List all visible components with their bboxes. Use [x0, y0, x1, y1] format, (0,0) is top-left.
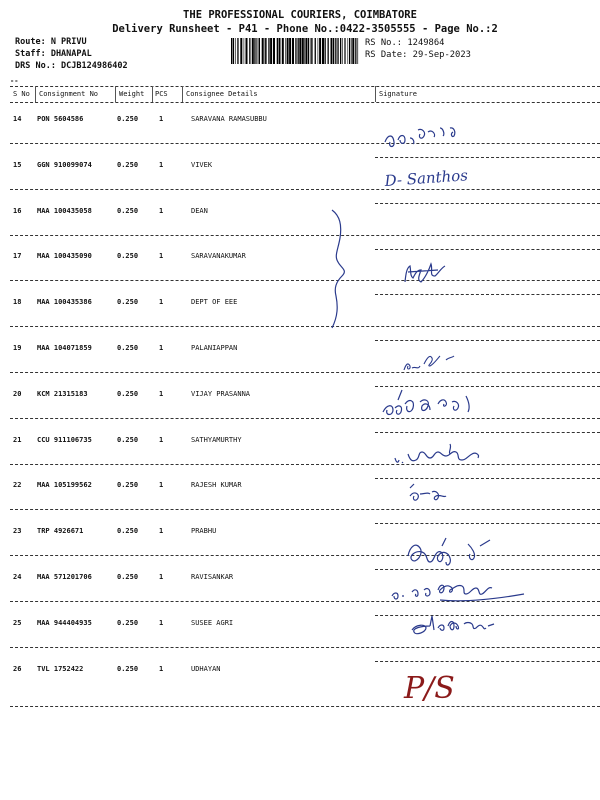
barcode-bar: [249, 38, 250, 64]
row-consignee: VIJAY PRASANNA: [191, 389, 251, 398]
barcode-bar: [254, 38, 255, 64]
barcode-bar: [349, 38, 350, 64]
row-weight: 0.250: [117, 115, 139, 123]
row-weight: 0.250: [117, 252, 139, 261]
col-divider: [375, 86, 376, 102]
row-pcs: 1: [159, 573, 164, 581]
table-row: [0, 298, 600, 344]
row-separator: [10, 143, 600, 144]
staff-label: Staff: DHANAPAL: [15, 49, 92, 59]
row-consignee: RAJESH KUMAR: [191, 481, 242, 490]
row-weight: 0.250: [117, 664, 139, 673]
barcode-bar: [348, 38, 349, 64]
barcode-bar: [311, 38, 312, 64]
signature-separator: [375, 294, 600, 295]
row-sno: 26: [13, 664, 22, 673]
table-row: [0, 573, 600, 619]
row-separator: [10, 509, 600, 510]
row-sno: 16: [13, 206, 22, 215]
row-pcs: 1: [159, 435, 164, 444]
col-header-consignee: Consignee Details: [186, 90, 258, 98]
col-header-weight: Weight: [119, 90, 145, 98]
barcode-bar: [335, 38, 336, 64]
signature-separator: [375, 615, 600, 616]
row-consignee: PALANIAPPAN: [191, 344, 238, 352]
barcode-bar: [268, 38, 269, 64]
row-pcs: 1: [159, 160, 164, 169]
barcode-bar: [328, 38, 329, 64]
rs-date: RS Date: 29-Sep-2023: [365, 50, 471, 60]
row-weight: 0.250: [117, 206, 139, 215]
row-sno: 14: [13, 115, 22, 123]
signature-separator: [375, 478, 600, 479]
barcode-bar: [319, 38, 321, 64]
barcode-bar: [237, 38, 238, 64]
row-separator: [10, 189, 600, 190]
barcode-bar: [304, 38, 305, 64]
row-pcs: 1: [159, 618, 164, 627]
row-consignee: SATHYAMURTHY: [191, 435, 242, 444]
signature-row-26: P/S: [404, 671, 455, 706]
barcode-bar: [233, 38, 234, 64]
barcode-bar: [277, 38, 278, 64]
barcode-bar: [312, 38, 313, 64]
row-weight: 0.250: [117, 298, 139, 307]
row-consignment-no: MAA 104071859: [37, 344, 92, 352]
col-header-sno: S No: [13, 90, 30, 98]
barcode-bar: [322, 38, 324, 64]
barcode-bar: [259, 38, 260, 64]
signature-separator: [375, 157, 600, 158]
barcode-bar: [240, 38, 242, 64]
row-sno: 17: [13, 252, 22, 261]
barcode-bar: [331, 38, 333, 64]
barcode-bar: [295, 38, 296, 64]
row-consignment-no: MAA 100435058: [37, 206, 92, 215]
company-title: THE PROFESSIONAL COURIERS, COIMBATORE: [183, 9, 417, 21]
barcode-bar: [273, 38, 275, 64]
barcode-bar: [308, 38, 309, 64]
header-marker: --: [10, 77, 19, 85]
col-divider: [115, 86, 116, 102]
barcode-bar: [289, 38, 291, 64]
row-sno: 22: [13, 481, 22, 490]
row-separator: [10, 601, 600, 602]
row-pcs: 1: [159, 115, 164, 123]
barcode-bar: [298, 38, 299, 64]
barcode-bar: [258, 38, 259, 64]
row-consignment-no: CCU 911106735: [37, 435, 92, 444]
table-row: [0, 252, 600, 298]
barcode-bar: [292, 38, 294, 64]
row-consignee: UDHAYAN: [191, 664, 221, 673]
barcode-bar: [342, 38, 343, 64]
row-sno: 20: [13, 389, 22, 398]
barcode-bar: [266, 38, 267, 64]
row-weight: 0.250: [117, 573, 139, 581]
barcode-bar: [287, 38, 289, 64]
table-row: [0, 161, 600, 207]
barcode-image: [231, 38, 359, 64]
row-pcs: 1: [159, 664, 164, 673]
table-row: [0, 665, 600, 711]
row-consignee: SARAVANAKUMAR: [191, 252, 246, 261]
row-sno: 24: [13, 573, 22, 581]
row-weight: 0.250: [117, 344, 139, 352]
barcode-bar: [357, 38, 358, 64]
row-pcs: 1: [159, 298, 164, 307]
barcode-bar: [305, 38, 307, 64]
row-weight: 0.250: [117, 389, 139, 398]
row-consignee: SARAVANA RAMASUBBU: [191, 115, 267, 123]
row-consignment-no: TVL 1752422: [37, 664, 84, 673]
row-weight: 0.250: [117, 527, 139, 536]
barcode-bar: [244, 38, 245, 64]
barcode-bar: [256, 38, 257, 64]
signature-separator: [375, 340, 600, 341]
row-sno: 19: [13, 344, 22, 352]
header-bottom-rule: [10, 102, 600, 103]
row-weight: 0.250: [117, 481, 139, 490]
row-consignee: DEPT OF EEE: [191, 298, 238, 307]
row-consignment-no: TRP 4926671: [37, 527, 84, 536]
table-row: [0, 390, 600, 436]
row-weight: 0.250: [117, 618, 139, 627]
row-consignment-no: MAA 944404935: [37, 618, 92, 627]
row-separator: [10, 326, 600, 327]
row-separator: [10, 647, 600, 648]
barcode-bar: [325, 38, 326, 64]
row-separator: [10, 464, 600, 465]
row-consignee: SUSEE AGRI: [191, 618, 234, 627]
col-divider: [35, 86, 36, 102]
signature-separator: [375, 249, 600, 250]
row-consignee: PRABHU: [191, 527, 217, 536]
row-sno: 21: [13, 435, 22, 444]
row-consignment-no: MAA 100435090: [37, 252, 92, 261]
table-row: [0, 436, 600, 482]
table-row: [0, 619, 600, 665]
barcode-bar: [299, 38, 301, 64]
barcode-bar: [246, 38, 248, 64]
drs-number: DRS No.: DCJB124986402: [15, 61, 128, 71]
row-weight: 0.250: [117, 160, 139, 169]
table-bottom-rule: [10, 706, 600, 707]
row-separator: [10, 280, 600, 281]
barcode-bar: [262, 38, 264, 64]
barcode-bar: [355, 38, 356, 64]
barcode-bar: [352, 38, 354, 64]
row-consignment-no: PON 5604586: [37, 115, 84, 123]
barcode-bar: [344, 38, 345, 64]
col-header-consignment: Consignment No: [39, 90, 99, 98]
row-consignment-no: MAA 105199562: [37, 481, 92, 490]
row-separator: [10, 418, 600, 419]
signature-separator: [375, 523, 600, 524]
table-row: [0, 481, 600, 527]
signature-separator: [375, 203, 600, 204]
signature-separator: [375, 569, 600, 570]
barcode-bar: [235, 38, 236, 64]
row-consignment-no: MAA 571201706: [37, 573, 92, 581]
header-top-rule: [10, 86, 600, 87]
row-pcs: 1: [159, 344, 164, 352]
barcode-bar: [351, 38, 352, 64]
route-label: Route: N PRIVU: [15, 37, 87, 47]
barcode-bar: [252, 38, 254, 64]
barcode-bar: [265, 38, 266, 64]
rs-number: RS No.: 1249864: [365, 38, 445, 48]
barcode-bar: [340, 38, 341, 64]
table-row: [0, 527, 600, 573]
barcode-bar: [315, 38, 316, 64]
barcode-bar: [279, 38, 281, 64]
signature-separator: [375, 432, 600, 433]
barcode-bar: [270, 38, 272, 64]
barcode-bar: [282, 38, 284, 64]
row-consignment-no: GGN 910099074: [37, 160, 92, 169]
table-row: [0, 207, 600, 253]
barcode-bar: [318, 38, 319, 64]
barcode-bar: [337, 38, 338, 64]
col-header-pcs: PCS: [155, 90, 168, 98]
barcode-bar: [302, 38, 304, 64]
row-pcs: 1: [159, 206, 164, 215]
row-consignee: DEAN: [191, 206, 208, 215]
row-sno: 15: [13, 160, 22, 169]
row-weight: 0.250: [117, 435, 139, 444]
row-pcs: 1: [159, 527, 164, 536]
row-consignment-no: KCM 21315183: [37, 389, 88, 398]
row-consignee: RAVISANKAR: [191, 573, 234, 581]
barcode-bar: [285, 38, 286, 64]
table-row: [0, 344, 600, 390]
barcode-bar: [333, 38, 334, 64]
barcode-bar: [231, 38, 232, 64]
signature-row-15: D- Santhos: [384, 166, 469, 190]
col-divider: [182, 86, 183, 102]
runsheet-subtitle: Delivery Runsheet - P41 - Phone No.:0422-3505555 - Page No.:2: [112, 23, 498, 35]
row-separator: [10, 555, 600, 556]
row-separator: [10, 372, 600, 373]
row-consignment-no: MAA 100435386: [37, 298, 92, 307]
row-separator: [10, 235, 600, 236]
table-row: [0, 115, 600, 161]
row-consignee: VIVEK: [191, 160, 213, 169]
row-sno: 23: [13, 527, 22, 536]
col-divider: [152, 86, 153, 102]
row-pcs: 1: [159, 481, 164, 490]
row-pcs: 1: [159, 252, 164, 261]
signature-separator: [375, 386, 600, 387]
barcode-bar: [345, 38, 346, 64]
signature-separator: [375, 661, 600, 662]
row-sno: 25: [13, 618, 22, 627]
row-pcs: 1: [159, 389, 164, 398]
row-sno: 18: [13, 298, 22, 307]
col-header-signature: Signature: [379, 90, 417, 98]
